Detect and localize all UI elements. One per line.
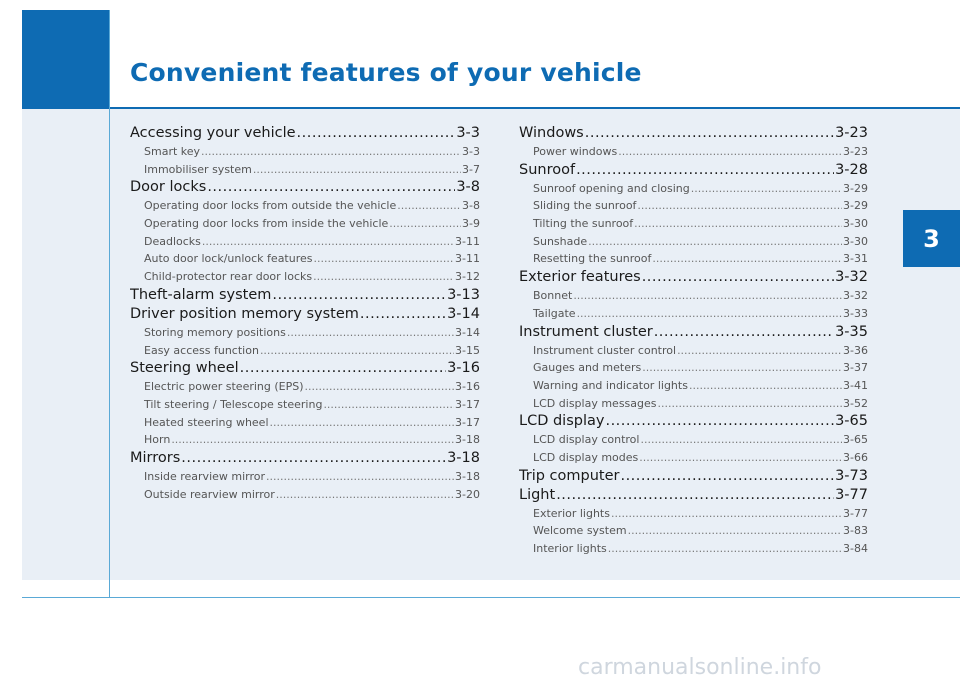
toc-entry-label: LCD display modes xyxy=(533,450,639,464)
toc-entry-label: Bonnet xyxy=(533,289,573,303)
toc-entry-page: 3-12 xyxy=(455,270,480,284)
leader-dots xyxy=(240,359,446,378)
toc-subsection-entry[interactable] xyxy=(130,161,480,179)
leader-dots xyxy=(611,505,842,523)
toc-entry-page: 3-73 xyxy=(835,467,868,484)
toc-entry-label: Light xyxy=(519,486,556,503)
toc-subsection-entry[interactable] xyxy=(519,395,868,413)
toc-subsection-entry[interactable] xyxy=(519,359,868,377)
toc-entry-page: 3-14 xyxy=(447,305,480,322)
leader-dots xyxy=(637,197,842,215)
toc-section-entry[interactable] xyxy=(130,124,480,143)
toc-subsection-entry[interactable] xyxy=(519,197,868,215)
toc-entry-label: Interior lights xyxy=(533,542,607,555)
toc-entry-page: 3-65 xyxy=(835,413,868,430)
toc-entry-page: 3-9 xyxy=(462,217,480,231)
toc-entry-page: 3-18 xyxy=(455,433,480,447)
toc-entry-page: 3-66 xyxy=(843,450,868,464)
corner-block xyxy=(22,10,109,109)
toc-entry-page: 3-13 xyxy=(447,286,480,303)
leader-dots xyxy=(628,522,842,540)
toc-subsection-entry[interactable] xyxy=(130,468,480,486)
leader-dots xyxy=(654,323,834,342)
toc-entry-page: 3-32 xyxy=(835,269,868,286)
toc-entry-label: Sunroof xyxy=(519,161,576,178)
toc-section-entry[interactable] xyxy=(519,268,868,287)
toc-subsection-entry[interactable] xyxy=(519,505,868,523)
toc-entry-label: LCD display control xyxy=(533,433,640,447)
leader-dots xyxy=(260,342,454,360)
leader-dots xyxy=(266,468,454,486)
toc-subsection-entry[interactable] xyxy=(519,449,868,467)
toc-subsection-entry[interactable] xyxy=(130,414,480,432)
toc-entry-page: 3-8 xyxy=(456,179,480,196)
toc-entry-label: Inside rearview mirror xyxy=(144,469,266,483)
leader-dots xyxy=(397,197,461,215)
leader-dots xyxy=(642,359,842,377)
toc-entry-label: Exterior lights xyxy=(533,506,610,520)
toc-subsection-entry[interactable] xyxy=(519,431,868,449)
leader-dots xyxy=(287,324,454,342)
toc-subsection-entry[interactable] xyxy=(130,396,480,414)
toc-entry-page: 3-17 xyxy=(455,415,480,429)
toc-section-entry[interactable] xyxy=(130,178,480,197)
leader-dots xyxy=(272,286,446,305)
leader-dots xyxy=(556,486,834,505)
toc-entry-label: Exterior features xyxy=(519,269,641,286)
leader-dots xyxy=(691,180,842,198)
leader-dots xyxy=(642,268,834,287)
toc-entry-page: 3-84 xyxy=(843,542,868,555)
leader-dots xyxy=(314,250,455,268)
toc-section-entry[interactable] xyxy=(519,161,868,180)
toc-entry-label: Tilt steering / Telescope steering xyxy=(144,397,323,411)
toc-left-column xyxy=(130,124,480,503)
leader-dots xyxy=(677,342,842,360)
toc-entry-label: Theft-alarm system xyxy=(130,286,272,303)
toc-subsection-entry[interactable] xyxy=(130,378,480,396)
toc-subsection-entry[interactable] xyxy=(519,143,868,161)
leader-dots xyxy=(618,143,842,161)
toc-entry-page: 3-32 xyxy=(843,289,868,303)
toc-entry-label: Tilting the sunroof xyxy=(533,217,634,231)
leader-dots xyxy=(639,449,842,467)
toc-entry-page: 3-28 xyxy=(835,161,868,178)
toc-subsection-entry[interactable] xyxy=(519,233,868,251)
toc-entry-page: 3-8 xyxy=(462,199,480,213)
toc-entry-page: 3-18 xyxy=(455,469,480,483)
toc-section-entry[interactable] xyxy=(519,486,868,505)
toc-entry-page: 3-29 xyxy=(843,181,868,195)
toc-section-entry[interactable] xyxy=(130,449,480,468)
toc-entry-page: 3-18 xyxy=(447,449,480,466)
toc-entry-page: 3-7 xyxy=(462,162,480,176)
toc-entry-page: 3-14 xyxy=(455,325,480,339)
leader-dots xyxy=(620,467,834,486)
leader-dots xyxy=(634,215,842,233)
toc-subsection-entry[interactable] xyxy=(519,377,868,395)
leader-dots xyxy=(360,305,446,324)
leader-dots xyxy=(389,215,461,233)
watermark: carmanualsonline.info xyxy=(578,655,822,680)
toc-entry-page: 3-65 xyxy=(843,433,868,447)
toc-subsection-entry[interactable] xyxy=(519,305,868,323)
leader-dots xyxy=(181,449,446,468)
toc-entry-label: Gauges and meters xyxy=(533,361,642,375)
toc-subsection-entry[interactable] xyxy=(519,342,868,360)
page-title: Convenient features of your vehicle xyxy=(130,58,642,87)
toc-entry-label: Trip computer xyxy=(519,467,620,484)
toc-entry-page: 3-33 xyxy=(843,306,868,320)
toc-entry-label: Power windows xyxy=(533,145,618,158)
leader-dots xyxy=(270,414,455,432)
toc-entry-label: Resetting the sunroof xyxy=(533,252,652,266)
toc-entry-page: 3-77 xyxy=(835,486,868,503)
toc-entry-label: Sunroof opening and closing xyxy=(533,181,690,195)
toc-entry-label: Driver position memory system xyxy=(130,305,359,322)
leader-dots xyxy=(608,540,842,558)
toc-section-entry[interactable] xyxy=(519,124,868,143)
toc-entry-page: 3-11 xyxy=(455,234,480,248)
toc-entry-page: 3-31 xyxy=(843,252,868,266)
toc-entry-label: Sunshade xyxy=(533,234,588,248)
toc-entry-label: Immobiliser system xyxy=(144,162,252,176)
toc-subsection-entry[interactable] xyxy=(130,431,480,449)
leader-dots xyxy=(171,431,454,449)
leader-dots xyxy=(585,124,834,143)
leader-dots xyxy=(323,396,454,414)
toc-subsection-entry[interactable] xyxy=(130,215,480,233)
leader-dots xyxy=(276,486,454,504)
toc-entry-page: 3-30 xyxy=(843,217,868,231)
leader-dots xyxy=(313,268,454,286)
toc-entry-page: 3-41 xyxy=(843,378,868,392)
leader-dots xyxy=(207,178,455,197)
toc-entry-page: 3-29 xyxy=(843,199,868,213)
toc-subsection-entry[interactable] xyxy=(519,215,868,233)
toc-entry-label: Tailgate xyxy=(533,306,576,320)
leader-dots xyxy=(253,161,461,179)
toc-section-entry[interactable] xyxy=(519,467,868,486)
toc-entry-label: LCD display xyxy=(519,413,605,430)
toc-subsection-entry[interactable] xyxy=(519,287,868,305)
panel-edge-rule xyxy=(109,109,110,580)
toc-subsection-entry[interactable] xyxy=(130,197,480,215)
toc-entry-label: Warning and indicator lights xyxy=(533,378,688,392)
toc-entry-label: Welcome system xyxy=(533,524,627,538)
leader-dots xyxy=(605,412,834,431)
toc-entry-label: Door locks xyxy=(130,179,207,196)
toc-entry-label: Child-protector rear door locks xyxy=(144,270,313,284)
toc-entry-label: Electric power steering (EPS) xyxy=(144,380,304,394)
toc-entry-label: LCD display messages xyxy=(533,396,657,410)
toc-entry-page: 3-11 xyxy=(455,252,480,266)
toc-entry-label: Auto door lock/unlock features xyxy=(144,252,313,266)
toc-subsection-entry[interactable] xyxy=(519,250,868,268)
toc-subsection-entry[interactable] xyxy=(519,522,868,540)
leader-dots xyxy=(201,143,461,161)
leader-dots xyxy=(297,124,456,143)
toc-entry-label: Heated steering wheel xyxy=(144,415,269,429)
toc-section-entry[interactable] xyxy=(130,305,480,324)
chapter-tab[interactable]: 3 xyxy=(903,210,960,267)
toc-subsection-entry[interactable] xyxy=(130,143,480,161)
toc-entry-page: 3-3 xyxy=(462,145,480,158)
toc-subsection-entry[interactable] xyxy=(130,324,480,342)
toc-entry-page: 3-15 xyxy=(455,343,480,357)
toc-entry-page: 3-37 xyxy=(843,361,868,375)
toc-right-column xyxy=(519,124,868,558)
toc-entry-label: Horn xyxy=(144,433,171,447)
toc-subsection-entry[interactable] xyxy=(130,342,480,360)
toc-entry-page: 3-17 xyxy=(455,397,480,411)
toc-entry-page: 3-3 xyxy=(456,125,480,141)
toc-entry-label: Outside rearview mirror xyxy=(144,487,275,501)
leader-dots xyxy=(689,377,842,395)
toc-entry-page: 3-16 xyxy=(455,380,480,394)
toc-entry-label: Sliding the sunroof xyxy=(533,199,637,213)
toc-entry-page: 3-35 xyxy=(835,323,868,340)
leader-dots xyxy=(652,250,842,268)
leader-dots xyxy=(202,233,454,251)
toc-entry-label: Windows xyxy=(519,125,584,141)
leader-dots xyxy=(305,378,455,396)
toc-entry-page: 3-77 xyxy=(843,506,868,520)
toc-entry-label: Storing memory positions xyxy=(144,325,286,339)
bottom-rule xyxy=(22,597,960,598)
title-underline xyxy=(110,107,960,109)
toc-entry-page: 3-16 xyxy=(447,360,480,377)
leader-dots xyxy=(573,287,842,305)
toc-section-entry[interactable] xyxy=(130,359,480,378)
toc-section-entry[interactable] xyxy=(130,286,480,305)
toc-entry-page: 3-23 xyxy=(843,145,868,158)
toc-entry-label: Instrument cluster xyxy=(519,323,653,340)
toc-entry-label: Easy access function xyxy=(144,343,259,357)
toc-entry-page: 3-23 xyxy=(835,125,868,141)
toc-entry-page: 3-83 xyxy=(843,524,868,538)
leader-dots xyxy=(588,233,842,251)
leader-dots xyxy=(640,431,842,449)
toc-entry-label: Smart key xyxy=(144,145,201,158)
toc-entry-page: 3-20 xyxy=(455,487,480,501)
leader-dots xyxy=(576,161,834,180)
toc-subsection-entry[interactable] xyxy=(130,268,480,286)
toc-entry-label: Accessing your vehicle xyxy=(130,125,296,141)
toc-subsection-entry[interactable] xyxy=(130,233,480,251)
toc-section-entry[interactable] xyxy=(519,412,868,431)
toc-entry-page: 3-30 xyxy=(843,234,868,248)
toc-entry-page: 3-52 xyxy=(843,396,868,410)
toc-subsection-entry[interactable] xyxy=(130,250,480,268)
toc-entry-page: 3-36 xyxy=(843,343,868,357)
toc-entry-label: Deadlocks xyxy=(144,234,201,248)
toc-entry-label: Mirrors xyxy=(130,449,181,466)
toc-subsection-entry[interactable] xyxy=(519,540,868,558)
toc-section-entry[interactable] xyxy=(519,323,868,342)
toc-subsection-entry[interactable] xyxy=(519,180,868,198)
leader-dots xyxy=(658,395,843,413)
toc-entry-label: Instrument cluster control xyxy=(533,343,677,357)
leader-dots xyxy=(577,305,842,323)
toc-entry-label: Operating door locks from outside the vehicle xyxy=(144,199,397,213)
toc-subsection-entry[interactable] xyxy=(130,486,480,504)
toc-entry-label: Operating door locks from inside the vehicle xyxy=(144,217,389,231)
toc-entry-label: Steering wheel xyxy=(130,360,239,377)
